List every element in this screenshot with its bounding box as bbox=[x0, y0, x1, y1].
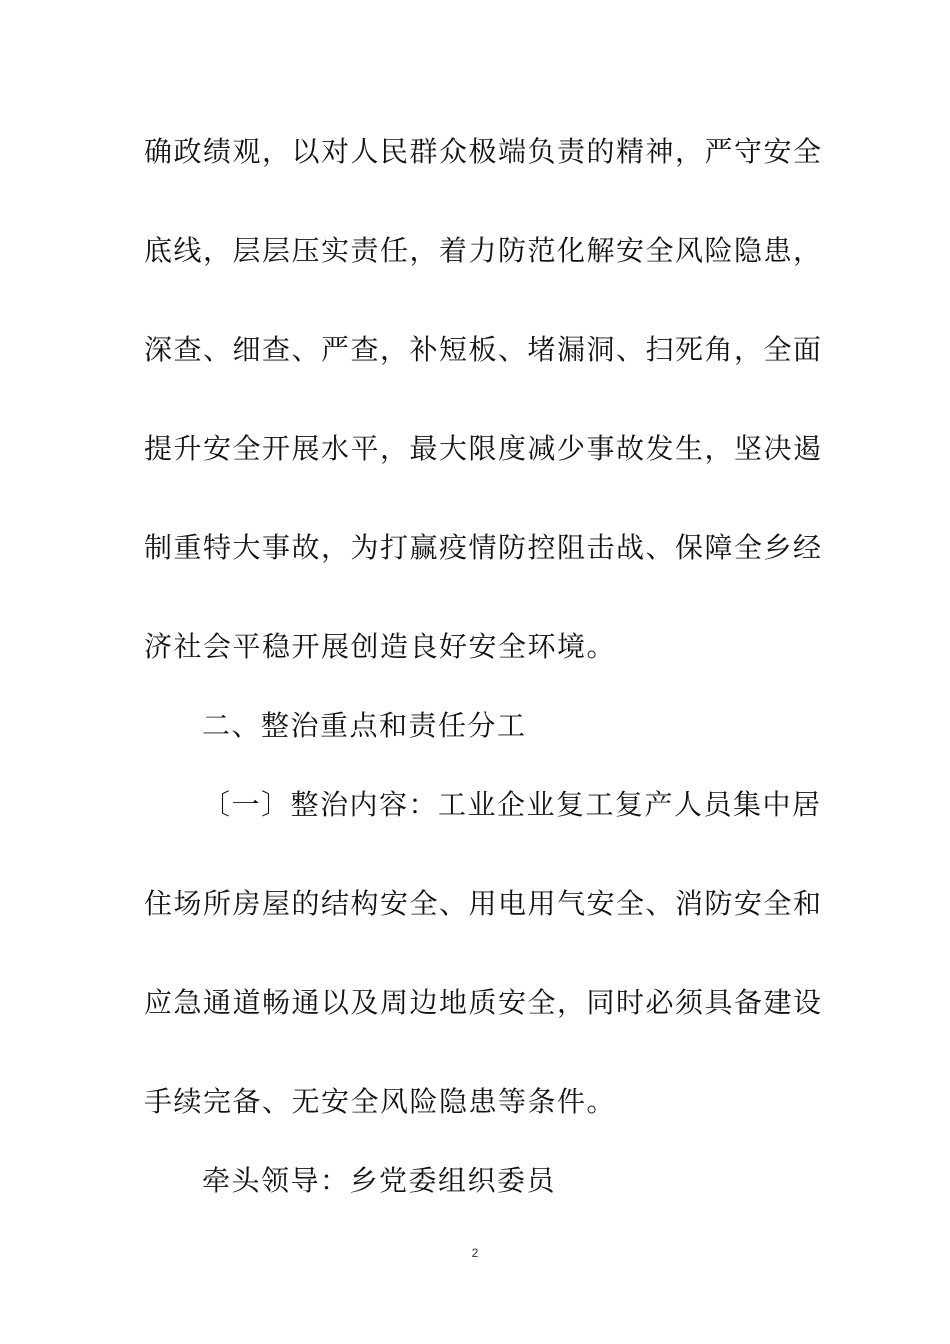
body-text-line: 手续完备、无安全风险隐患等条件。 bbox=[144, 1085, 617, 1118]
body-text-line: 济社会平稳开展创造良好安全环境。 bbox=[144, 630, 617, 663]
body-text-line: 确政绩观，以对人民群众极端负责的精神，严守安全 bbox=[144, 135, 823, 168]
body-text-line: 深查、细查、严查，补短板、堵漏洞、扫死角，全面 bbox=[144, 333, 823, 366]
body-text-line: 住场所房屋的结构安全、用电用气安全、消防安全和 bbox=[144, 887, 823, 920]
section-heading: 二、整治重点和责任分工 bbox=[202, 709, 527, 742]
body-text-line: 底线，层层压实责任，着力防范化解安全风险隐患， bbox=[144, 234, 823, 267]
page-number: 2 bbox=[471, 1246, 479, 1260]
body-text-line: 应急通道畅通以及周边地质安全，同时必须具备建设 bbox=[144, 986, 823, 1019]
body-text-line: 〔一〕整治内容：工业企业复工复产人员集中居 bbox=[202, 788, 822, 821]
body-text-line: 制重特大事故，为打赢疫情防控阻击战、保障全乡经 bbox=[144, 531, 823, 564]
body-text-line: 提升安全开展水平，最大限度减少事故发生，坚决遏 bbox=[144, 432, 823, 465]
body-text-line: 牵头领导：乡党委组织委员 bbox=[202, 1164, 557, 1197]
